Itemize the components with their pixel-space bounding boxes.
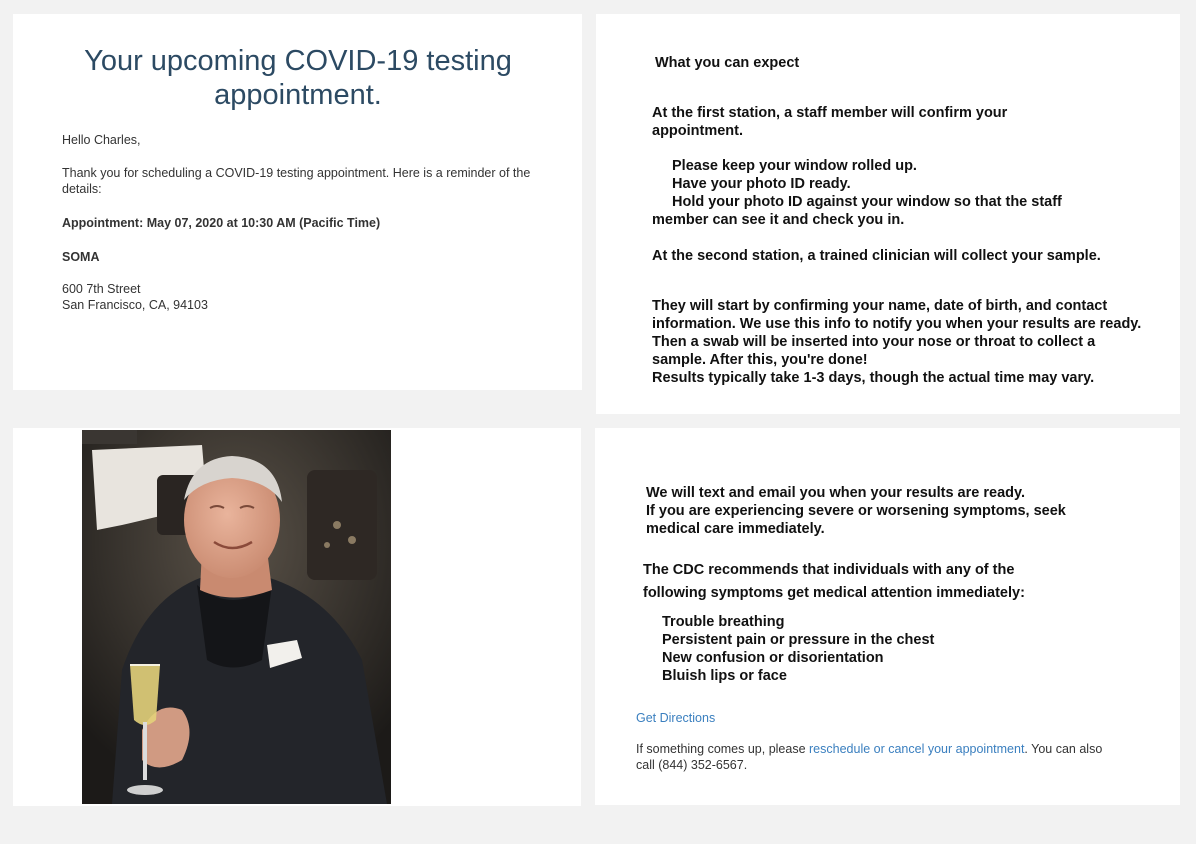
email-title: Your upcoming COVID-19 testing appointment. <box>84 45 512 111</box>
first-station-text: At the first station, a staff member will confirm your appointment. <box>652 105 1008 139</box>
email-panel <box>13 14 582 390</box>
step-item: Hold your photo ID against your window so that the staff <box>672 194 1062 210</box>
greeting: Hello Charles, <box>62 133 141 147</box>
address-line-1: 600 7th Street <box>62 282 141 296</box>
symptom-item: Bluish lips or face <box>662 668 787 684</box>
get-directions-link[interactable]: Get Directions <box>636 711 716 725</box>
process-description: They will start by confirming your name, date of birth, and contact information. We use this info to notify you when your results are ready. Then a swab will be inserted into your nose or throat to collect a sample. After this, you're done! <box>652 298 1142 368</box>
second-station-text: At the second station, a trained clinician will collect your sample. <box>652 248 1101 264</box>
step-continuation: member can see it and check you in. <box>652 212 905 228</box>
photo-panel <box>13 428 581 806</box>
appointment-time: Appointment: May 07, 2020 at 10:30 AM (Pacific Time) <box>62 216 381 230</box>
footer-text-before: If something comes up, please <box>636 742 810 756</box>
cdc-recommendation <box>643 559 1113 605</box>
results-line: We will text and email you when your results are ready. <box>646 485 1026 501</box>
intro-text: Thank you for scheduling a COVID-19 testing appointment. Here is a reminder of the details: <box>62 166 531 196</box>
expectations-panel <box>596 14 1180 414</box>
symptom-item: Persistent pain or pressure in the chest <box>662 632 935 648</box>
step-item: Have your photo ID ready. <box>672 176 851 192</box>
severe-symptoms-line: If you are experiencing severe or worsening symptoms, seek medical care immediately. <box>646 503 1066 537</box>
notice-panel <box>595 428 1180 805</box>
footer-text-after: . You can also call (844) 352-6567. <box>636 742 1103 772</box>
results-time: Results typically take 1-3 days, though the actual time may vary. <box>652 370 1095 386</box>
symptom-list <box>662 613 934 685</box>
cdc-line-1: The CDC recommends that individuals with any of the <box>643 562 1015 578</box>
expect-heading: What you can expect <box>655 55 800 71</box>
cdc-line-2: following symptoms get medical attention immediately: <box>643 585 1025 601</box>
results-notice <box>646 484 1116 538</box>
symptom-item: New confusion or disorientation <box>662 650 884 666</box>
location-name: SOMA <box>62 250 100 264</box>
first-station-steps <box>652 157 1122 229</box>
reschedule-link[interactable]: reschedule or cancel your appointment <box>809 742 1025 756</box>
process-text <box>652 297 1142 387</box>
symptom-item: Trouble breathing <box>662 614 785 630</box>
step-item: Please keep your window rolled up. <box>672 158 917 174</box>
person-photo <box>82 430 391 804</box>
address-line-2: San Francisco, CA, 94103 <box>62 298 208 312</box>
footer-text <box>636 741 1106 773</box>
